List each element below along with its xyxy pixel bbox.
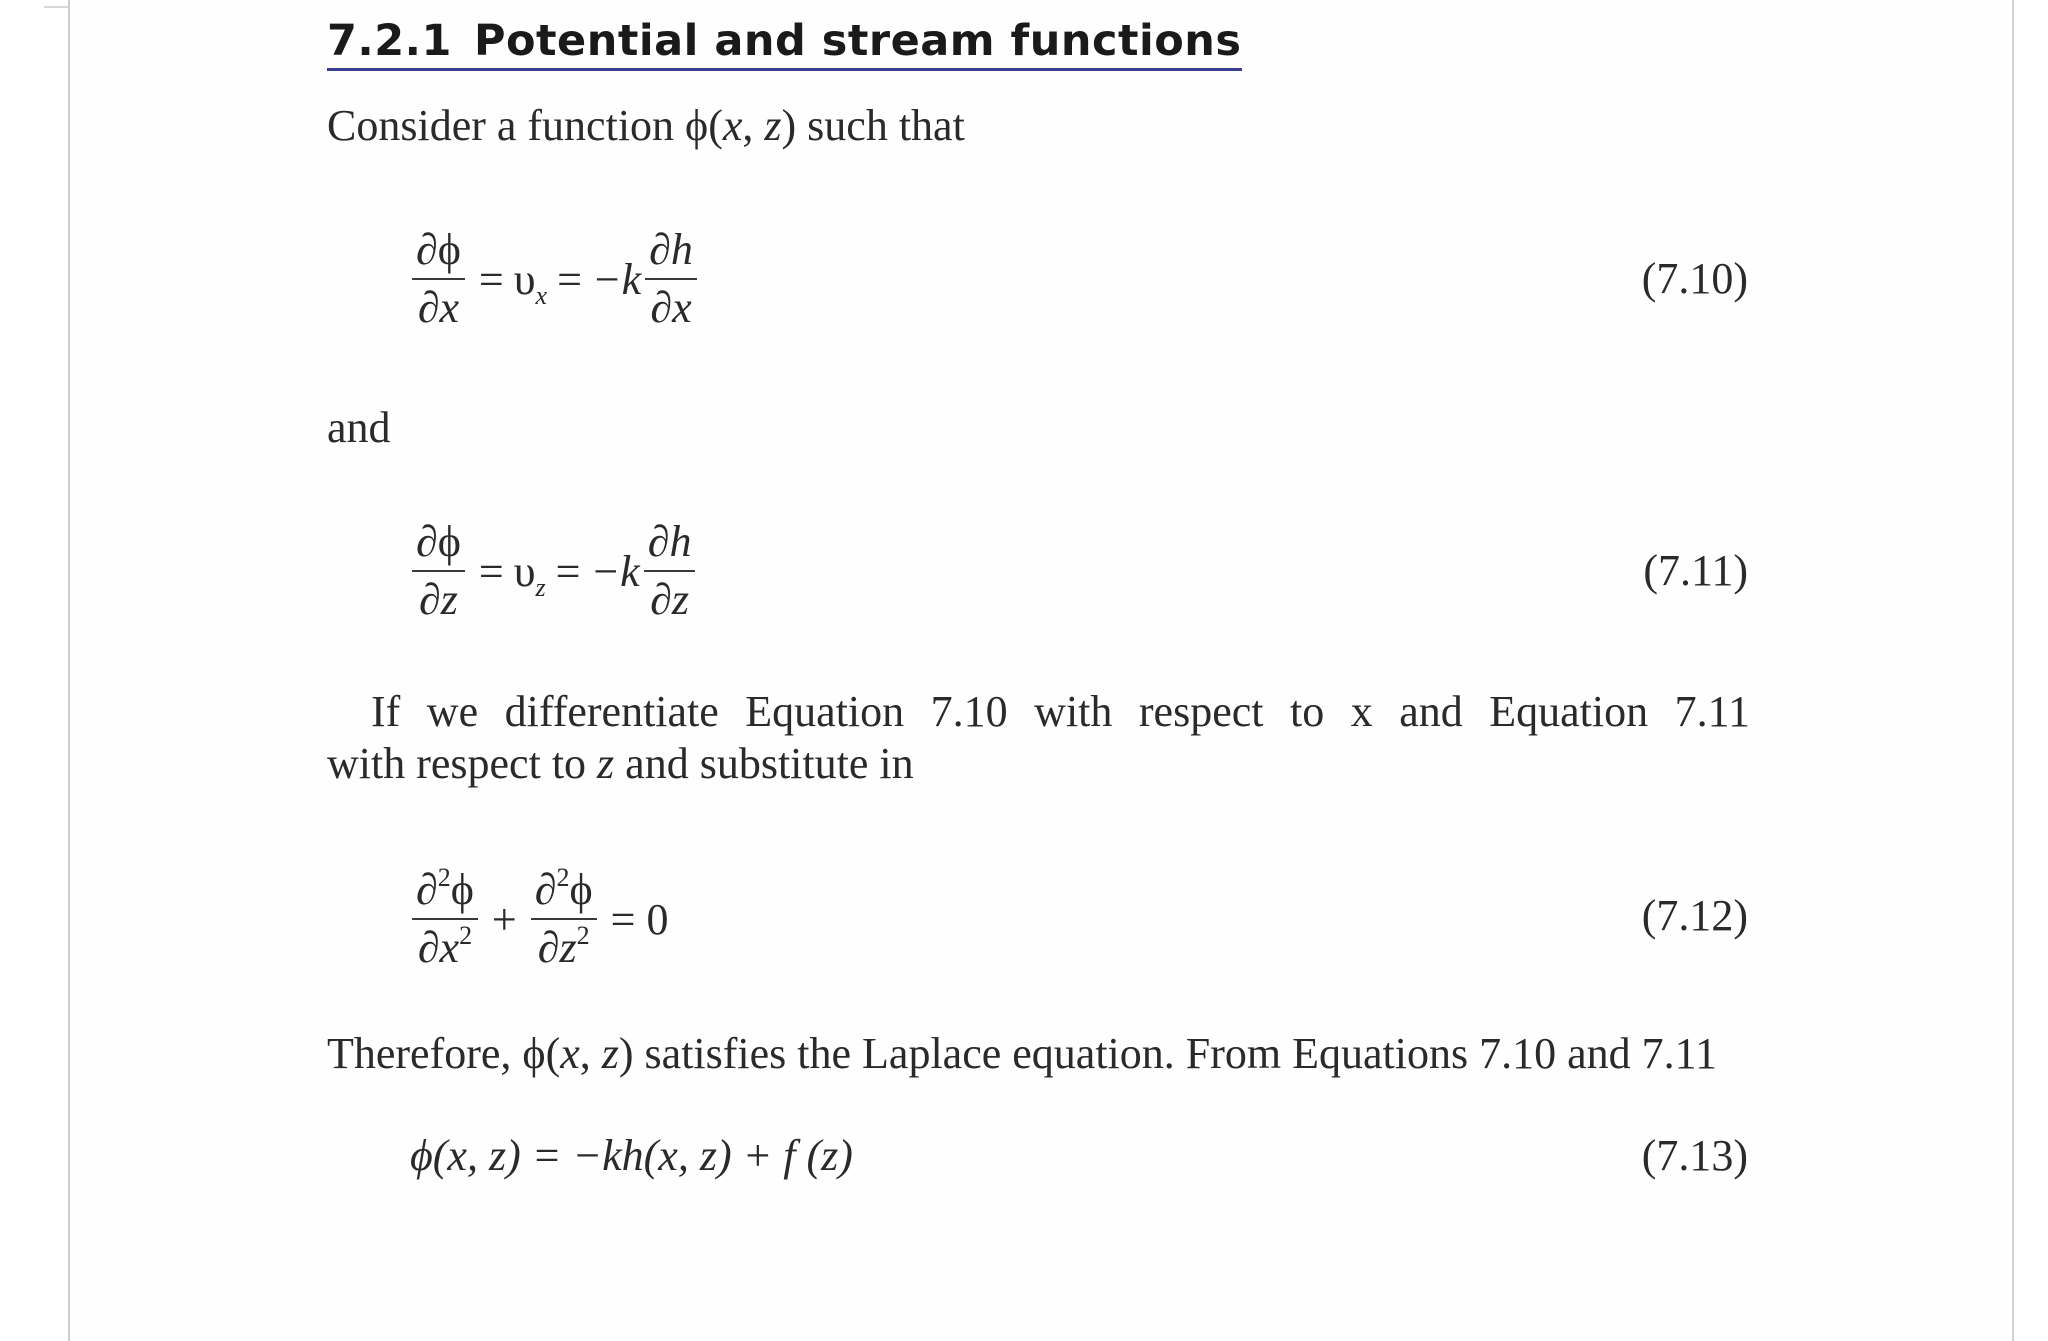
equation-label-7-10: (7.10) bbox=[1641, 254, 1748, 303]
section-number: 7.2.1 bbox=[327, 16, 452, 66]
equation-7-12: $\frac{\partial^2\phi}{\partial x^2}$ + $\frac{\partial^2\phi}{\partial z^2}$ = 0 bbox=[408, 862, 679, 976]
equation-label-7-13: (7.13) bbox=[1641, 1131, 1748, 1180]
therefore-paragraph: Therefore, ϕ(x, z) satisfies the Laplace equation. From Equations 7.10 and 7.11 bbox=[327, 1029, 1717, 1078]
equation-label-7-11: (7.11) bbox=[1643, 546, 1748, 595]
equation-7-13: ϕ(x, z) = −kh(x, z) + f (z) bbox=[410, 1131, 853, 1180]
intro-paragraph: Consider a function ϕ(x, z) such that bbox=[327, 101, 965, 150]
section-heading bbox=[327, 16, 1242, 71]
differentiate-paragraph: If we differentiate Equation 7.10 with respect to x and Equation 7.11 with respect to z and substitute in bbox=[327, 687, 1750, 788]
section-title: Potential and stream functions bbox=[473, 16, 1242, 66]
equation-7-11: $\frac{\partial\phi}{\partial z}$ = $\upsilon_z$ = −k $\frac{\partial h}{\partial z}$ bbox=[408, 514, 699, 628]
equation-7-10: $\frac{\partial\phi}{\partial x}$ = $\upsilon_x$ = −k $\frac{\partial h}{\partial x}$ bbox=[408, 222, 701, 336]
equation-label-7-12: (7.12) bbox=[1641, 891, 1748, 940]
and-paragraph: and bbox=[327, 403, 391, 452]
